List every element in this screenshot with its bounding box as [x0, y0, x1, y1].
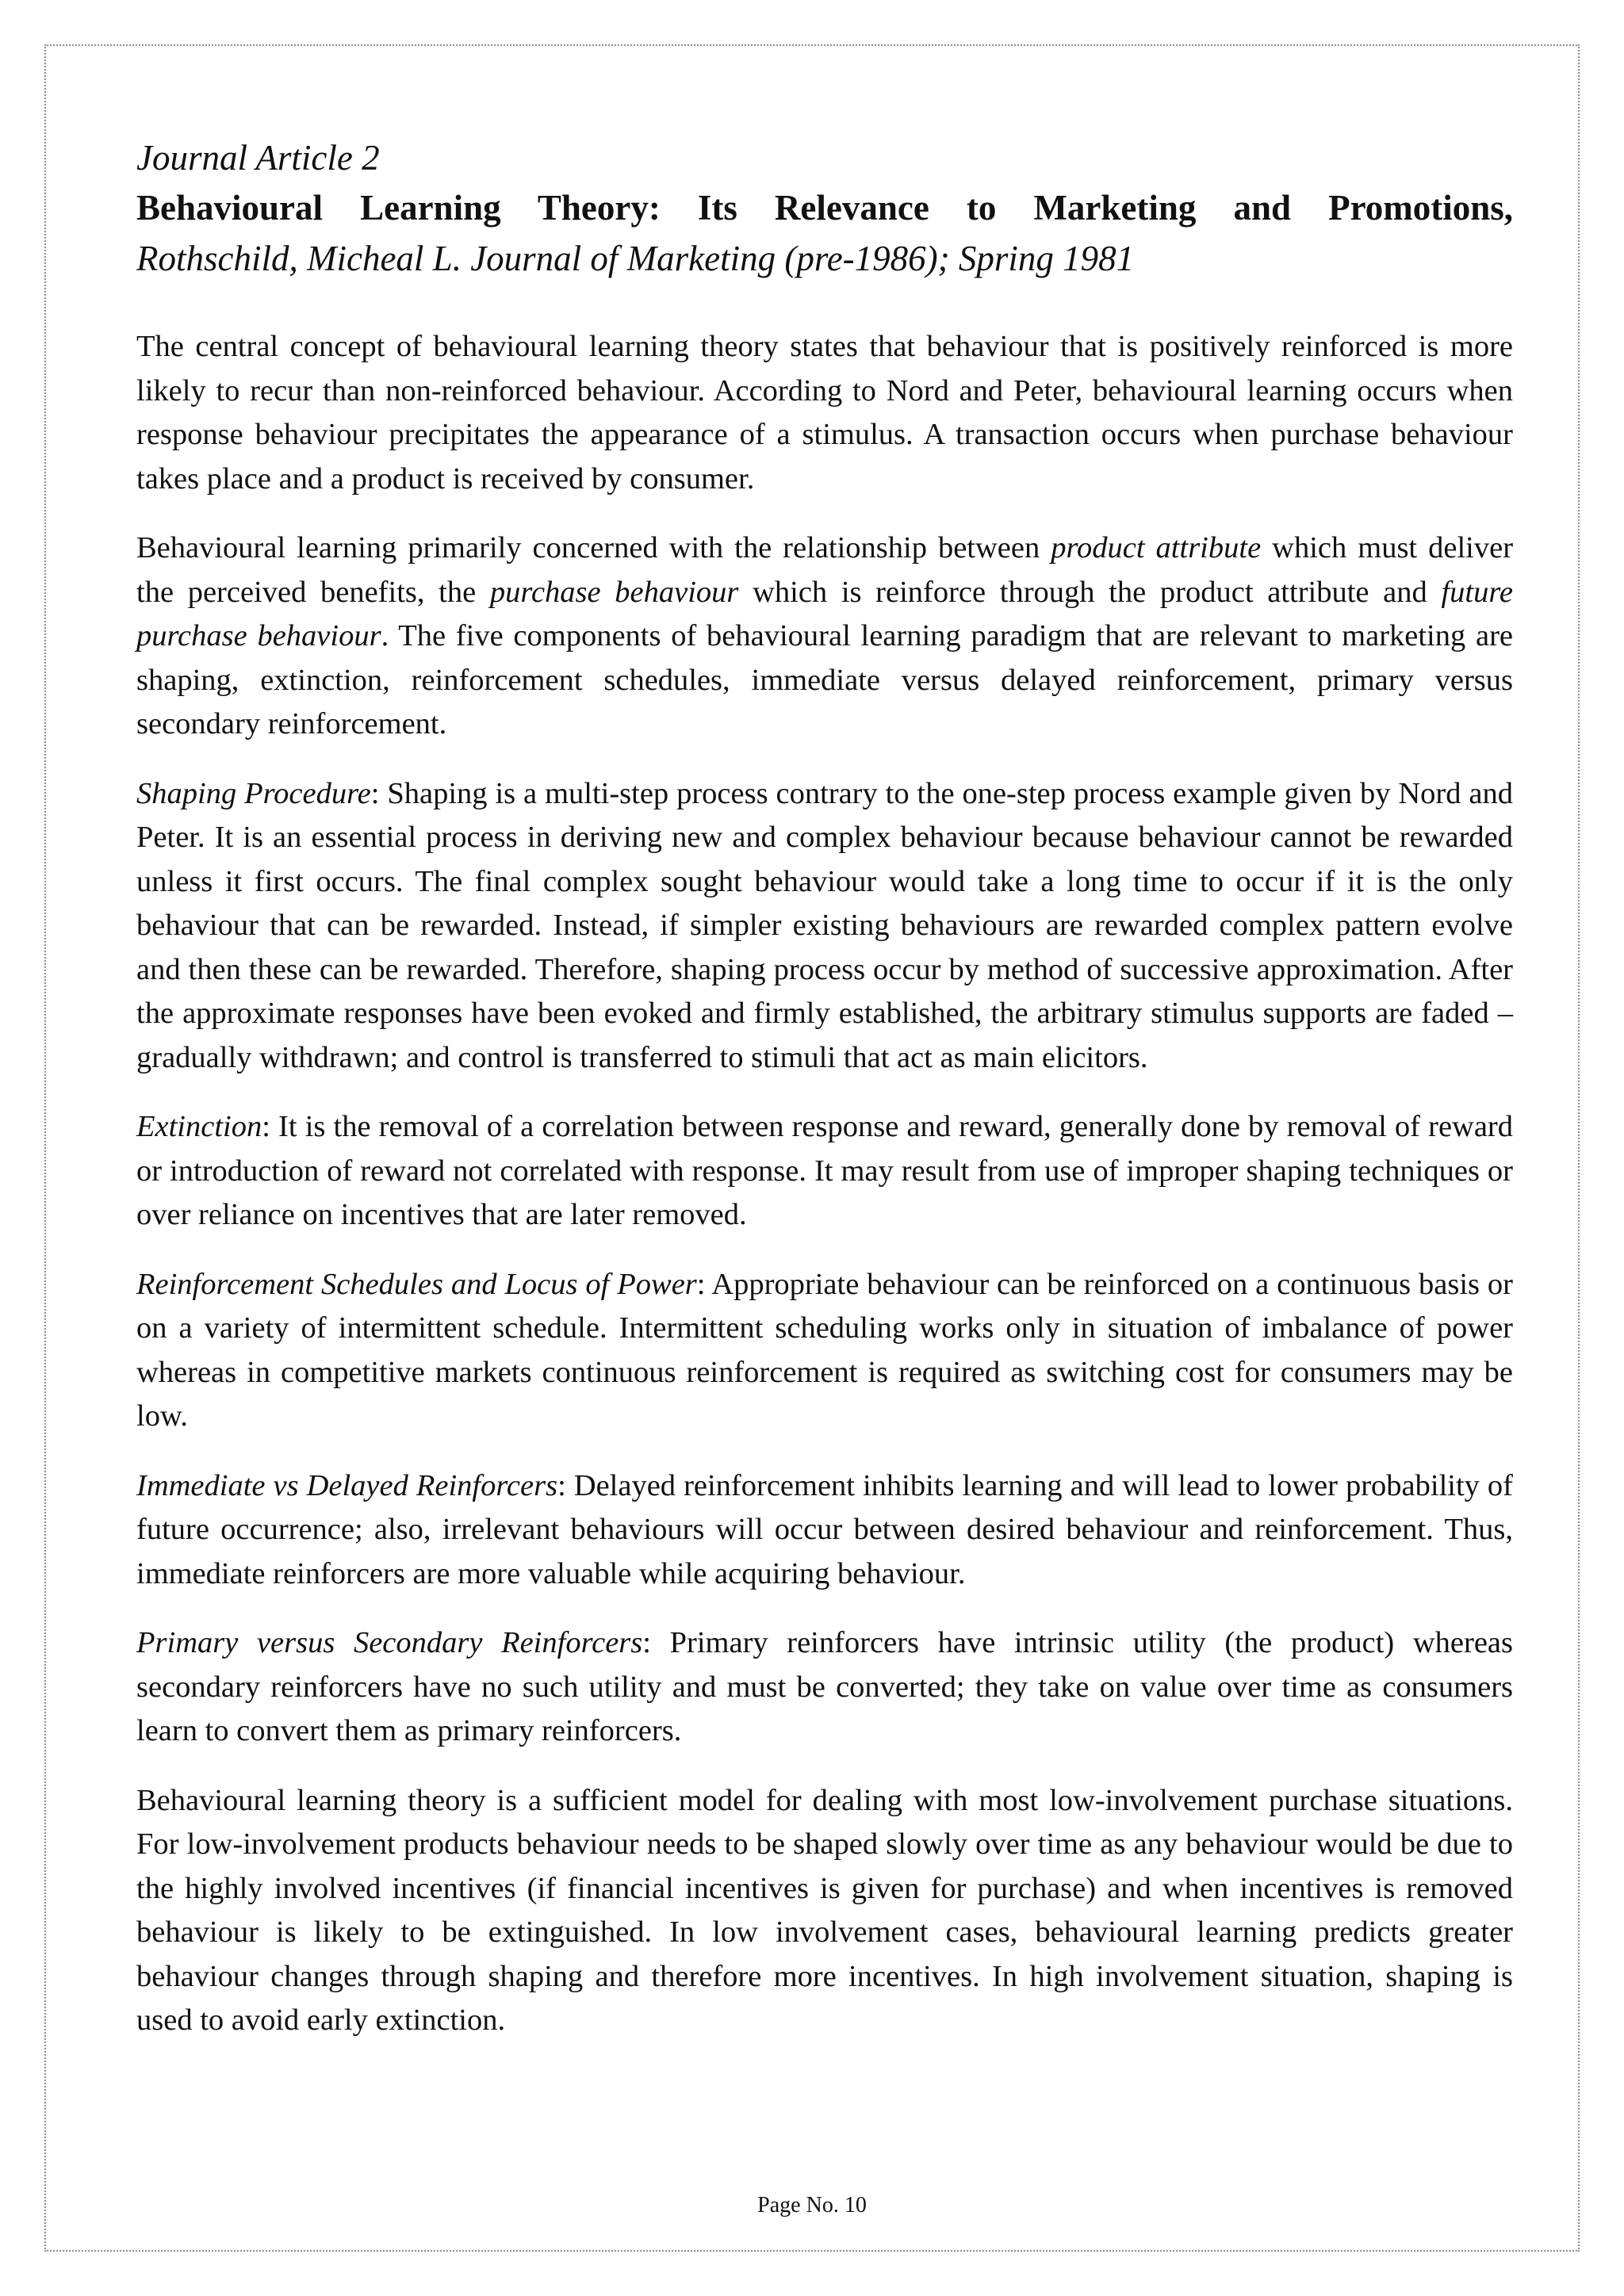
paragraph-primary-secondary	[136, 1621, 1513, 1754]
term-reinforcement-schedules: Reinforcement Schedules and Locus of Power	[136, 1267, 697, 1301]
text-run: : Shaping is a multi-step process contrary to the one-step process example given by Nord and Peter. It is an essential process in deriving new and complex behaviour because behaviour cannot be rewarded unless it first occurs. The final complex sought behaviour would take a long time to occur if it is the only behaviour that can be rewarded. Instead, if simpler existing behaviours are rewarded complex pattern evolve and then these can be rewarded. Therefore, shaping process occur by method of successive approximation. After the approximate responses have been evoked and firmly established, the arbitrary stimulus supports are faded – gradually withdrawn; and control is transferred to stimuli that act as main elicitors.	[136, 776, 1513, 1074]
article-label: Journal Article 2	[136, 138, 380, 178]
emphasis-purchase-behaviour: purchase behaviour	[489, 575, 739, 609]
term-immediate-delayed: Immediate vs Delayed Reinforcers	[136, 1468, 558, 1502]
text-run: . The five components of behavioural learning paradigm that are relevant to marketing are shaping, extinction, reinforcement schedules, immediate versus delayed reinforcement, primary versus secondary reinforcement.	[136, 619, 1513, 740]
text-run: : Appropriate behaviour can be reinforced on a continuous basis or on a variety of intermittent schedule. Intermittent scheduling works only in situation of imbalance of power whereas in competitive markets continuous reinforcement is required as switching cost for consumers may be low.	[136, 1267, 1513, 1433]
text-run: : It is the removal of a correlation between response and reward, generally done by removal of reward or introduction of reward not correlated with response. It may result from use of improper shaping techniques or over reliance on incentives that are later removed.	[136, 1110, 1513, 1231]
emphasis-product-attribute: product attribute	[1051, 531, 1262, 564]
paragraph-immediate-delayed	[136, 1464, 1513, 1597]
paragraph-components	[136, 526, 1513, 747]
term-extinction: Extinction	[136, 1110, 262, 1143]
page-number: Page No. 10	[757, 2193, 867, 2218]
text-run: which is reinforce through the product attribute and	[738, 575, 1442, 609]
document-body	[136, 133, 1513, 2068]
term-shaping-procedure: Shaping Procedure	[136, 776, 371, 810]
article-title: Behavioural Learning Theory: Its Relevance to Marketing and Promotions,	[136, 188, 1513, 228]
text-run: Behavioural learning primarily concerned with the relationship between	[136, 531, 1051, 564]
article-citation: Rothschild, Micheal L. Journal of Marketing (pre-1986); Spring 1981	[136, 239, 1135, 278]
emphasis-future-purchase-behaviour: future purchase behaviour	[136, 575, 1513, 652]
text-run: which must deliver the perceived benefits, the	[136, 531, 1514, 609]
paragraph-intro: The central concept of behavioural learning theory states that behaviour that is positively reinforced is more likely to recur than non-reinforced behaviour. According to Nord and Peter, behavioural learning occurs when response behaviour precipitates the appearance of a stimulus. A transaction occurs when purchase behaviour takes place and a product is received by consumer.	[136, 330, 1513, 496]
term-primary-secondary: Primary versus Secondary Reinforcers	[136, 1626, 643, 1659]
paragraph-extinction	[136, 1105, 1513, 1238]
paragraph-shaping	[136, 772, 1513, 1081]
text-run: : Primary reinforcers have intrinsic utility (the product) whereas secondary reinforcers have no such utility and must be converted; they take on value over time as consumers learn to convert them as primary reinforcers.	[136, 1626, 1514, 1747]
text-run: : Delayed reinforcement inhibits learning and will lead to lower probability of future occurrence; also, irrelevant behaviours will occur between desired behaviour and reinforcement. Thus, immediate reinforcers are more valuable while acquiring behaviour.	[136, 1468, 1513, 1590]
paragraph-conclusion: Behavioural learning theory is a sufficient model for dealing with most low-involvement purchase situations. For low-involvement products behaviour needs to be shaped slowly over time as any behaviour would be due to the highly involved incentives (if financial incentives is given for purchase) and when incentives is removed behaviour is likely to be extinguished. In low involvement cases, behavioural learning predicts greater behaviour changes through shaping and therefore more incentives. In high involvement situation, shaping is used to avoid early extinction.	[136, 1783, 1513, 2037]
paragraph-reinforcement-schedules	[136, 1263, 1513, 1439]
